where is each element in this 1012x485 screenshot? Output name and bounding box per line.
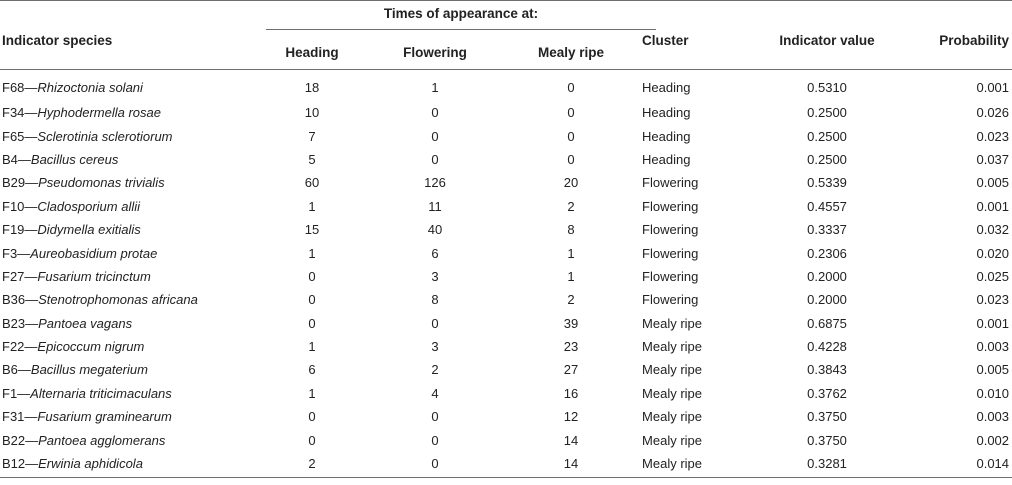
species-code: B23 bbox=[2, 315, 26, 331]
cell-cluster: Mealy ripe bbox=[642, 409, 702, 425]
cell-mealy-ripe-count: 0 bbox=[567, 151, 575, 167]
cell-indicator-value: 0.5339 bbox=[807, 175, 847, 191]
cell-cluster: Mealy ripe bbox=[642, 456, 702, 472]
cell-indicator-value: 0.2500 bbox=[807, 151, 847, 167]
cell-indicator-species bbox=[0, 218, 262, 241]
cell-probability: 0.001 bbox=[976, 198, 1010, 214]
table-row bbox=[0, 195, 1012, 218]
species-name: Pantoea agglomerans bbox=[38, 432, 166, 448]
cell-indicator-value: 0.2000 bbox=[807, 268, 847, 284]
table-row bbox=[0, 101, 1012, 124]
species-code: F3 bbox=[2, 245, 18, 261]
cell-indicator-value: 0.3762 bbox=[807, 385, 847, 401]
cell-probability: 0.002 bbox=[976, 432, 1010, 448]
cell-probability: 0.003 bbox=[976, 409, 1010, 425]
header-mealy-ripe: Mealy ripe bbox=[538, 44, 605, 60]
cell-probability: 0.023 bbox=[976, 128, 1010, 144]
cell-flowering-count: 4 bbox=[431, 385, 439, 401]
cell-indicator-species bbox=[0, 171, 262, 194]
species-code: F27 bbox=[2, 268, 25, 284]
cell-indicator-species bbox=[0, 148, 262, 171]
species-name: Hyphodermella rosae bbox=[37, 105, 161, 121]
header-times-of-appearance-label: Times of appearance at: bbox=[266, 6, 656, 30]
cell-heading-count: 10 bbox=[304, 105, 320, 121]
cell-indicator-value: 0.4228 bbox=[807, 339, 847, 355]
header-probability: Probability bbox=[939, 32, 1010, 48]
cell-cluster: Flowering bbox=[642, 222, 699, 238]
cell-probability: 0.037 bbox=[976, 151, 1010, 167]
header-indicator-value: Indicator value bbox=[779, 32, 875, 48]
cell-indicator-species bbox=[0, 428, 262, 451]
species-code: F34 bbox=[2, 105, 25, 121]
species-name: Rhizoctonia solani bbox=[37, 80, 143, 95]
species-separator: — bbox=[25, 175, 39, 191]
cell-cluster: Heading bbox=[642, 151, 691, 167]
cell-indicator-value: 0.3281 bbox=[807, 456, 847, 472]
cell-indicator-species bbox=[0, 312, 262, 335]
cell-probability: 0.023 bbox=[976, 292, 1010, 308]
species-name: Aureobasidium protae bbox=[30, 245, 158, 261]
table-row bbox=[0, 428, 1012, 451]
cell-indicator-species bbox=[0, 265, 262, 288]
species-separator: — bbox=[17, 245, 31, 261]
cell-heading-count: 1 bbox=[308, 339, 316, 355]
cell-heading-count: 7 bbox=[308, 128, 316, 144]
species-code: B6 bbox=[2, 362, 18, 378]
species-name: Didymella exitialis bbox=[37, 222, 141, 238]
cell-flowering-count: 3 bbox=[431, 339, 439, 355]
cell-mealy-ripe-count: 1 bbox=[567, 245, 575, 261]
cell-heading-count: 6 bbox=[308, 362, 316, 378]
cell-flowering-count: 0 bbox=[431, 128, 439, 144]
cell-flowering-count: 126 bbox=[424, 175, 446, 191]
cell-flowering-count: 3 bbox=[431, 268, 439, 284]
species-separator: — bbox=[17, 362, 31, 378]
cell-indicator-value: 0.3750 bbox=[807, 432, 847, 448]
species-separator: — bbox=[24, 268, 38, 284]
species-code: F10 bbox=[2, 198, 25, 214]
cell-probability: 0.020 bbox=[976, 245, 1010, 261]
cell-heading-count: 0 bbox=[308, 315, 316, 331]
cell-indicator-species bbox=[0, 101, 262, 124]
table-row bbox=[0, 171, 1012, 194]
cell-heading-count: 60 bbox=[304, 175, 320, 191]
table-row bbox=[0, 265, 1012, 288]
header-indicator-species: Indicator species bbox=[2, 32, 113, 48]
species-separator: — bbox=[24, 409, 38, 425]
species-name: Bacillus cereus bbox=[30, 151, 119, 167]
cell-heading-count: 0 bbox=[308, 292, 316, 308]
cell-cluster: Flowering bbox=[642, 268, 699, 284]
species-name: Epicoccum nigrum bbox=[37, 339, 145, 355]
cell-mealy-ripe-count: 23 bbox=[563, 339, 579, 355]
cell-indicator-value: 0.2500 bbox=[807, 128, 847, 144]
cell-probability: 0.005 bbox=[976, 175, 1010, 191]
cell-indicator-species bbox=[0, 241, 262, 264]
cell-indicator-species bbox=[0, 195, 262, 218]
cell-cluster: Mealy ripe bbox=[642, 385, 702, 401]
cell-mealy-ripe-count: 12 bbox=[563, 409, 579, 425]
cell-heading-count: 1 bbox=[308, 198, 316, 214]
species-code: B12 bbox=[2, 456, 26, 472]
cell-flowering-count: 8 bbox=[431, 292, 439, 308]
cell-cluster: Mealy ripe bbox=[642, 315, 702, 331]
cell-indicator-species bbox=[0, 70, 262, 102]
cell-indicator-value: 0.2306 bbox=[807, 245, 847, 261]
cell-flowering-count: 0 bbox=[431, 456, 439, 472]
table-row bbox=[0, 312, 1012, 335]
header-flowering: Flowering bbox=[403, 44, 467, 60]
species-name: Sclerotinia sclerotiorum bbox=[37, 128, 173, 144]
cell-cluster: Flowering bbox=[642, 198, 699, 214]
cell-probability: 0.026 bbox=[976, 105, 1010, 121]
cell-indicator-value: 0.2000 bbox=[807, 292, 847, 308]
cell-heading-count: 0 bbox=[308, 409, 316, 425]
cell-mealy-ripe-count: 20 bbox=[563, 175, 579, 191]
cell-flowering-count: 1 bbox=[431, 80, 439, 95]
species-name: Erwinia aphidicola bbox=[38, 456, 143, 472]
cell-flowering-count: 2 bbox=[431, 362, 439, 378]
table-row bbox=[0, 358, 1012, 381]
table-row bbox=[0, 241, 1012, 264]
cell-mealy-ripe-count: 16 bbox=[563, 385, 579, 401]
cell-indicator-value: 0.3750 bbox=[807, 409, 847, 425]
cell-probability: 0.010 bbox=[976, 385, 1010, 401]
species-name: Fusarium graminearum bbox=[37, 409, 172, 425]
cell-flowering-count: 0 bbox=[431, 105, 439, 121]
cell-heading-count: 1 bbox=[308, 245, 316, 261]
cell-indicator-value: 0.5310 bbox=[807, 80, 847, 95]
cell-probability: 0.032 bbox=[976, 222, 1010, 238]
cell-flowering-count: 0 bbox=[431, 409, 439, 425]
cell-cluster: Mealy ripe bbox=[642, 432, 702, 448]
species-separator: — bbox=[25, 432, 39, 448]
cell-indicator-species bbox=[0, 382, 262, 405]
species-code: F1 bbox=[2, 385, 18, 401]
cell-probability: 0.001 bbox=[976, 80, 1010, 95]
species-code: B4 bbox=[2, 151, 18, 167]
cell-probability: 0.001 bbox=[976, 315, 1010, 331]
cell-probability: 0.014 bbox=[976, 456, 1010, 472]
species-separator: — bbox=[24, 128, 38, 144]
cell-cluster: Heading bbox=[642, 128, 691, 144]
species-separator: — bbox=[24, 105, 38, 121]
cell-cluster: Heading bbox=[642, 105, 691, 121]
species-name: Cladosporium allii bbox=[37, 198, 141, 214]
species-name: Fusarium tricinctum bbox=[37, 268, 151, 284]
cell-indicator-value: 0.3337 bbox=[807, 222, 847, 238]
cell-flowering-count: 0 bbox=[431, 432, 439, 448]
cell-indicator-species bbox=[0, 405, 262, 428]
cell-cluster: Flowering bbox=[642, 245, 699, 261]
species-name: Pantoea vagans bbox=[38, 315, 133, 331]
cell-mealy-ripe-count: 2 bbox=[567, 292, 575, 308]
table-row bbox=[0, 218, 1012, 241]
cell-mealy-ripe-count: 0 bbox=[567, 128, 575, 144]
cell-mealy-ripe-count: 27 bbox=[563, 362, 579, 378]
species-separator: — bbox=[24, 222, 38, 238]
species-code: B22 bbox=[2, 432, 26, 448]
species-code: B29 bbox=[2, 175, 26, 191]
cell-indicator-value: 0.2500 bbox=[807, 105, 847, 121]
table-row bbox=[0, 148, 1012, 171]
species-separator: — bbox=[24, 80, 38, 95]
cell-mealy-ripe-count: 0 bbox=[567, 80, 575, 95]
species-separator: — bbox=[17, 151, 31, 167]
cell-heading-count: 2 bbox=[308, 456, 316, 472]
cell-probability: 0.003 bbox=[976, 339, 1010, 355]
species-code: F68 bbox=[2, 80, 25, 95]
cell-heading-count: 1 bbox=[308, 385, 316, 401]
species-code: F22 bbox=[2, 339, 25, 355]
cell-probability: 0.025 bbox=[976, 268, 1010, 284]
table-row bbox=[0, 288, 1012, 311]
cell-cluster: Mealy ripe bbox=[642, 362, 702, 378]
species-separator: — bbox=[17, 385, 31, 401]
cell-indicator-species bbox=[0, 335, 262, 358]
species-name: Pseudomonas trivialis bbox=[38, 175, 165, 191]
cell-indicator-species bbox=[0, 288, 262, 311]
table-row bbox=[0, 452, 1012, 478]
table-row bbox=[0, 382, 1012, 405]
cell-mealy-ripe-count: 0 bbox=[567, 105, 575, 121]
cell-flowering-count: 11 bbox=[428, 198, 442, 214]
cell-flowering-count: 0 bbox=[431, 315, 439, 331]
species-name: Alternaria triticimaculans bbox=[30, 385, 172, 401]
cell-indicator-species bbox=[0, 124, 262, 147]
species-name: Bacillus megaterium bbox=[30, 362, 148, 378]
cell-indicator-value: 0.6875 bbox=[807, 315, 847, 331]
cell-flowering-count: 40 bbox=[427, 222, 443, 238]
cell-cluster: Flowering bbox=[642, 292, 699, 308]
species-separator: — bbox=[25, 292, 39, 308]
species-code: F31 bbox=[2, 409, 25, 425]
cell-cluster: Mealy ripe bbox=[642, 339, 702, 355]
table-row bbox=[0, 70, 1012, 102]
species-code: F65 bbox=[2, 128, 25, 144]
cell-cluster: Heading bbox=[642, 80, 691, 95]
cell-cluster: Flowering bbox=[642, 175, 699, 191]
cell-probability: 0.005 bbox=[976, 362, 1010, 378]
species-separator: — bbox=[24, 339, 38, 355]
header-heading: Heading bbox=[285, 44, 339, 60]
cell-heading-count: 5 bbox=[308, 151, 316, 167]
table-body bbox=[0, 70, 1012, 478]
species-separator: — bbox=[24, 198, 38, 214]
table-row bbox=[0, 124, 1012, 147]
cell-heading-count: 18 bbox=[304, 80, 320, 95]
header-times-of-appearance bbox=[262, 1, 634, 36]
cell-mealy-ripe-count: 39 bbox=[563, 315, 579, 331]
cell-flowering-count: 0 bbox=[431, 151, 439, 167]
cell-mealy-ripe-count: 14 bbox=[563, 432, 579, 448]
cell-mealy-ripe-count: 2 bbox=[567, 198, 575, 214]
cell-flowering-count: 6 bbox=[431, 245, 439, 261]
cell-indicator-species bbox=[0, 358, 262, 381]
cell-mealy-ripe-count: 14 bbox=[563, 456, 579, 472]
header-cluster: Cluster bbox=[642, 32, 689, 48]
species-name: Stenotrophomonas africana bbox=[38, 292, 198, 308]
table-row bbox=[0, 335, 1012, 358]
cell-indicator-species bbox=[0, 452, 262, 478]
species-separator: — bbox=[25, 315, 39, 331]
cell-indicator-value: 0.3843 bbox=[807, 362, 847, 378]
cell-heading-count: 0 bbox=[308, 268, 316, 284]
species-separator: — bbox=[25, 456, 39, 472]
species-code: F19 bbox=[2, 222, 25, 238]
cell-mealy-ripe-count: 1 bbox=[567, 268, 575, 284]
cell-indicator-value: 0.4557 bbox=[807, 198, 847, 214]
cell-heading-count: 0 bbox=[308, 432, 316, 448]
table-header bbox=[0, 1, 1012, 70]
table-row bbox=[0, 405, 1012, 428]
cell-mealy-ripe-count: 8 bbox=[567, 222, 575, 238]
cell-heading-count: 15 bbox=[304, 222, 320, 238]
species-code: B36 bbox=[2, 292, 26, 308]
